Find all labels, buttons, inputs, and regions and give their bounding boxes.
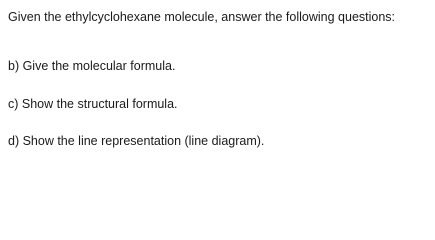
question-intro-text: Given the ethylcyclohexane molecule, answer the following questions: — [8, 10, 396, 24]
question-d-text: d) Show the line representation (line diagram). — [8, 134, 265, 148]
question-b-text: b) Give the molecular formula. — [8, 59, 176, 73]
question-c-text: c) Show the structural formula. — [8, 97, 178, 111]
